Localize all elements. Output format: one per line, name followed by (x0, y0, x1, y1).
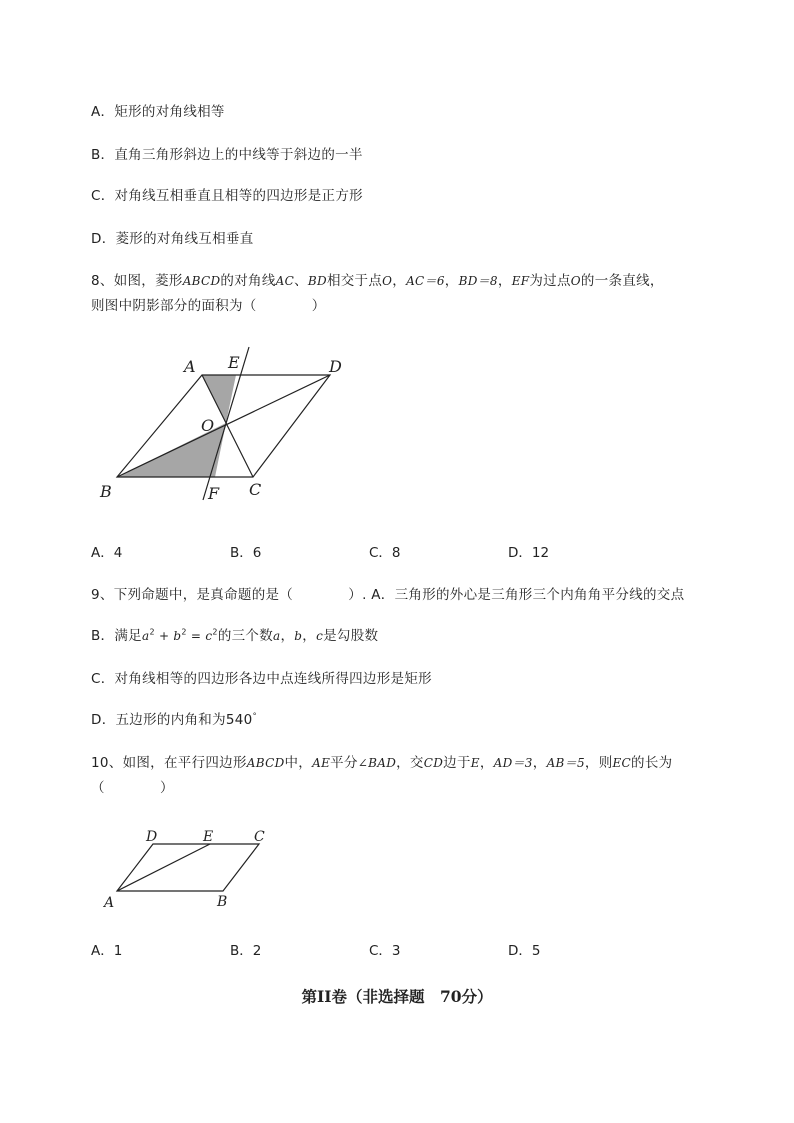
label-a: A (184, 357, 196, 376)
q9-stem: 9、下列命题中，是真命题的是（ ）. A．三角形的外心是三角形三个内角角平分线的交点 (91, 587, 685, 603)
q8-option-b: B．6 (230, 545, 262, 561)
q8-option-c: C．8 (369, 545, 401, 561)
q8-option-a: A．4 (91, 545, 123, 561)
q10-option-c: C．3 (369, 943, 401, 959)
parallelogram-figure (95, 820, 285, 915)
label-o: O (201, 416, 215, 435)
q7-option-a: A．矩形的对角线相等 (91, 104, 225, 120)
q10-stem-line1: 10、如图，在平行四边形ABCD中，AE平分∠BAD，交CD边于E，AD＝3，AB＝5，则EC的长为 (91, 755, 673, 771)
q10-option-b: B．2 (230, 943, 262, 959)
q9-option-c: C．对角线相等的四边形各边中点连线所得四边形是矩形 (91, 671, 432, 687)
q9-option-d: D．五边形的内角和为540° (91, 711, 257, 728)
label-c: C (254, 829, 265, 845)
q8-option-d: D．12 (508, 545, 550, 561)
rhombus-figure (90, 340, 360, 510)
q7-option-b: B．直角三角形斜边上的中线等于斜边的一半 (91, 147, 363, 163)
q10-stem-line2: （ ） (91, 780, 174, 796)
label-e: E (203, 829, 214, 845)
label-d: D (146, 829, 158, 845)
section-title: 第II卷（非选择题 70分） (301, 987, 493, 1006)
label-d: D (329, 357, 342, 376)
q7-option-d: D．菱形的对角线互相垂直 (91, 231, 254, 247)
q8-stem-line1: 8、如图，菱形ABCD的对角线AC、BD相交于点O，AC＝6，BD＝8，EF为过点O的一条直线， (91, 273, 664, 289)
label-f: F (208, 484, 220, 503)
parallelogram-outline (117, 844, 259, 891)
q8-stem-line2: 则图中阴影部分的面积为（ ） (91, 298, 326, 314)
label-b: B (217, 894, 228, 910)
q7-option-c: C．对角线互相垂直且相等的四边形是正方形 (91, 188, 363, 204)
label-b: B (100, 482, 112, 501)
q10-option-a: A．1 (91, 943, 123, 959)
segment-ae (117, 844, 210, 891)
label-e: E (228, 353, 240, 372)
q10-option-d: D．5 (508, 943, 541, 959)
label-c: C (249, 480, 262, 499)
q9-option-b: B．满足$a^2 + b^2 = c^2$的三个数a，b，c是勾股数 (91, 627, 379, 644)
label-a: A (104, 895, 115, 911)
